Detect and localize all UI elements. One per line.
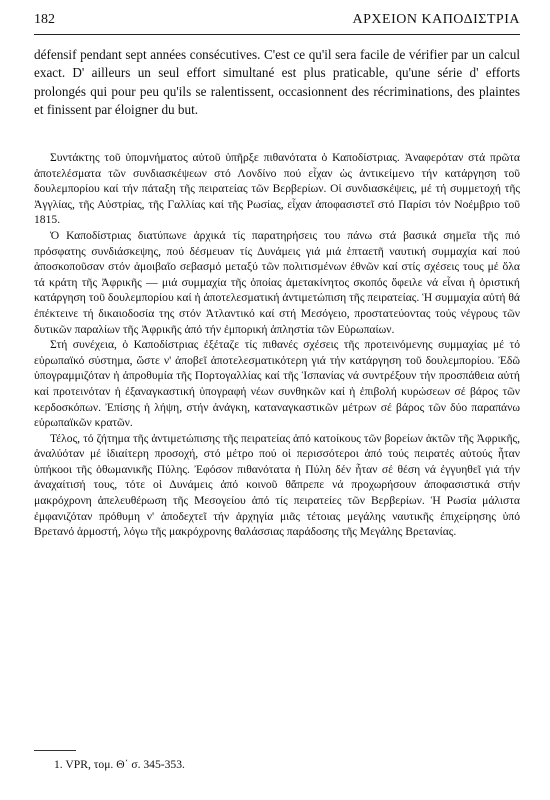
greek-commentary [34, 150, 520, 540]
page-number: 182 [34, 12, 55, 27]
page-header [34, 10, 520, 35]
french-quotation [34, 46, 520, 120]
greek-paragraph-2: Ὁ Καποδίστριας διατύπωνε ἀρχικά τίς παρατηρήσεις του πάνω στά βασικά σημεῖα τῆς πιό πρόσφατης συνδιάσκεψης, πού δέσμευαν τίς Δυνάμεις γιά μιά ἑπταετῆ ναυτική συμμαχία καί πού ἀποσκοποῦσαν στόν ἀμοιβαῖο σεβασμό μεταξύ τῶν πολιτισμένων ἐθνῶν καί στίς σχέσεις τους μέ ὅλα τά κράτη τῆς Ἀφρικῆς — μιά συμμαχία τῆς ὁποίας ἀμετακίνητος σκοπός ὄφειλε νά εἶναι ἡ ὁριστική κατάργηση τοῦ δουλεμπορίου καί ἡ ἀποτελεσματική ἀντιμετώπιση τῆς πειρατείας. Ἡ συμμαχία αὐτή θά ἐπέκτεινε τή δικαιοδοσία της στόν Ἀτλαντικό καί στή Μεσόγειο, προστατεύοντας τούς νέγρους τῶν δυτικῶν παραλίων τῆς Ἀφρικῆς ἀπό τήν ἐμπορική ἀπληστία τῶν Εὐρωπαίων. [34, 228, 520, 336]
footnote-rule [34, 750, 76, 751]
greek-paragraph-3: Στή συνέχεια, ὁ Καποδίστριας ἐξέταζε τίς πιθανές σχέσεις τῆς προτεινόμενης συμμαχίας μέ τό εὐρωπαϊκό σύστημα, ὥστε ν' ἀποβεῖ ἀποτελεσματικότερη γιά τήν κατάργηση τοῦ δουλεμπορίου. Ἐδῶ ὑπογραμμιζόταν ἡ ἀπροθυμία τῆς Πορτογαλλίας καί τῆς Ἱσπανίας νά συντρέξουν τήν προσπάθεια αὐτή καί προτεινόταν ἡ ἐξαναγκαστική ὑπογραφή νέων συνθηκῶν καί ἡ ἐπιβολή κυρώσεων σέ βάρος τῶν κερδοσκόπων. Ἐπίσης ἡ λήψη, στήν ἀνάγκη, καταναγκαστικῶν μέτρων σέ βάρος τῶν δύο παραπάνω εὐρωπαϊκῶν κρατῶν. [34, 338, 520, 430]
greek-paragraph-1: Συντάκτης τοῦ ὑπομνήματος αὐτοῦ ὑπῆρξε πιθανότατα ὁ Καποδίστριας. Ἀναφερόταν στά πρῶτα ἀποτελέσματα τῶν συνδιασκέψεων στό Λονδίνο πού εἶχαν ὡς ἀντικείμενο τήν κατάργηση τοῦ δουλεμπορίου καί τήν πάταξη τῆς πειρατείας τῶν Βερβερίων. Οἱ συνδιασκέψεις, μέ τή συμμετοχή τῆς Ἀγγλίας, τῆς Αὐστρίας, τῆς Γαλλίας καί τῆς Ρωσίας, εἶχαν ἀποφασιστεῖ στό Παρίσι τόν Νοέμβριο τοῦ 1815. [34, 151, 520, 227]
footnote [34, 750, 520, 772]
footnote-text: 1. VPR, τομ. Θ΄ σ. 345-353. [54, 758, 185, 771]
greek-paragraph-4: Τέλος, τό ζήτημα τῆς ἀντιμετώπισης τῆς πειρατείας ἀπό κατοίκους τῶν βορείων ἀκτῶν τῆς Ἀφρικῆς, ἀναλύόταν μέ ἰδιαίτερη προσοχή, στό μέτρο πού οἱ περισσότεροι ἀπό τούς πειρατές αὐτούς ἦταν ὑπήκοοι τῆς ὀθωμανικῆς Πύλης. Ἐφόσον πιθανότατα ἡ Πύλη δέν ἦταν σέ θέση νά ἐγγυηθεῖ γιά τήν ἀναχαίτισή τους, τότε οἱ Δυνάμεις ἀπό κοινοῦ θἄπρεπε νά προχωρήσουν ἀποφασιστικά στήν μακρόχρονη ἀπελευθέρωση τῆς Μεσογείου ἀπό τίς πειρατείες τῶν Βερβερίων. Ἡ Ρωσία μάλιστα ἐμφανιζόταν πρόθυμη ν' ἀποδεχτεῖ τήν ἀρχηγία μιᾶς τέτοιας μεγάλης ναυτικῆς ἐπιχείρησης ὑπό Βρετανό ἁρμοστή, λόγω τῆς μακρόχρονης θαλάσσιας παράδοσης τῆς Μεγάλης Βρετανίας. [34, 431, 520, 539]
running-title: ΑΡΧΕΙΟΝ ΚΑΠΟΔΙΣΤΡΙΑ [352, 12, 520, 27]
french-paragraph: défensif pendant sept années consécutives. C'est ce qu'il sera facile de vérifier par un calcul exact. D' ailleurs un seul effort simultané est plus praticable, qu'une série d' efforts prolongés qui pour peu qu'ils se ralentissent, occasionnent des récriminations, des plaintes et finissent par éloigner du but. [34, 47, 520, 118]
